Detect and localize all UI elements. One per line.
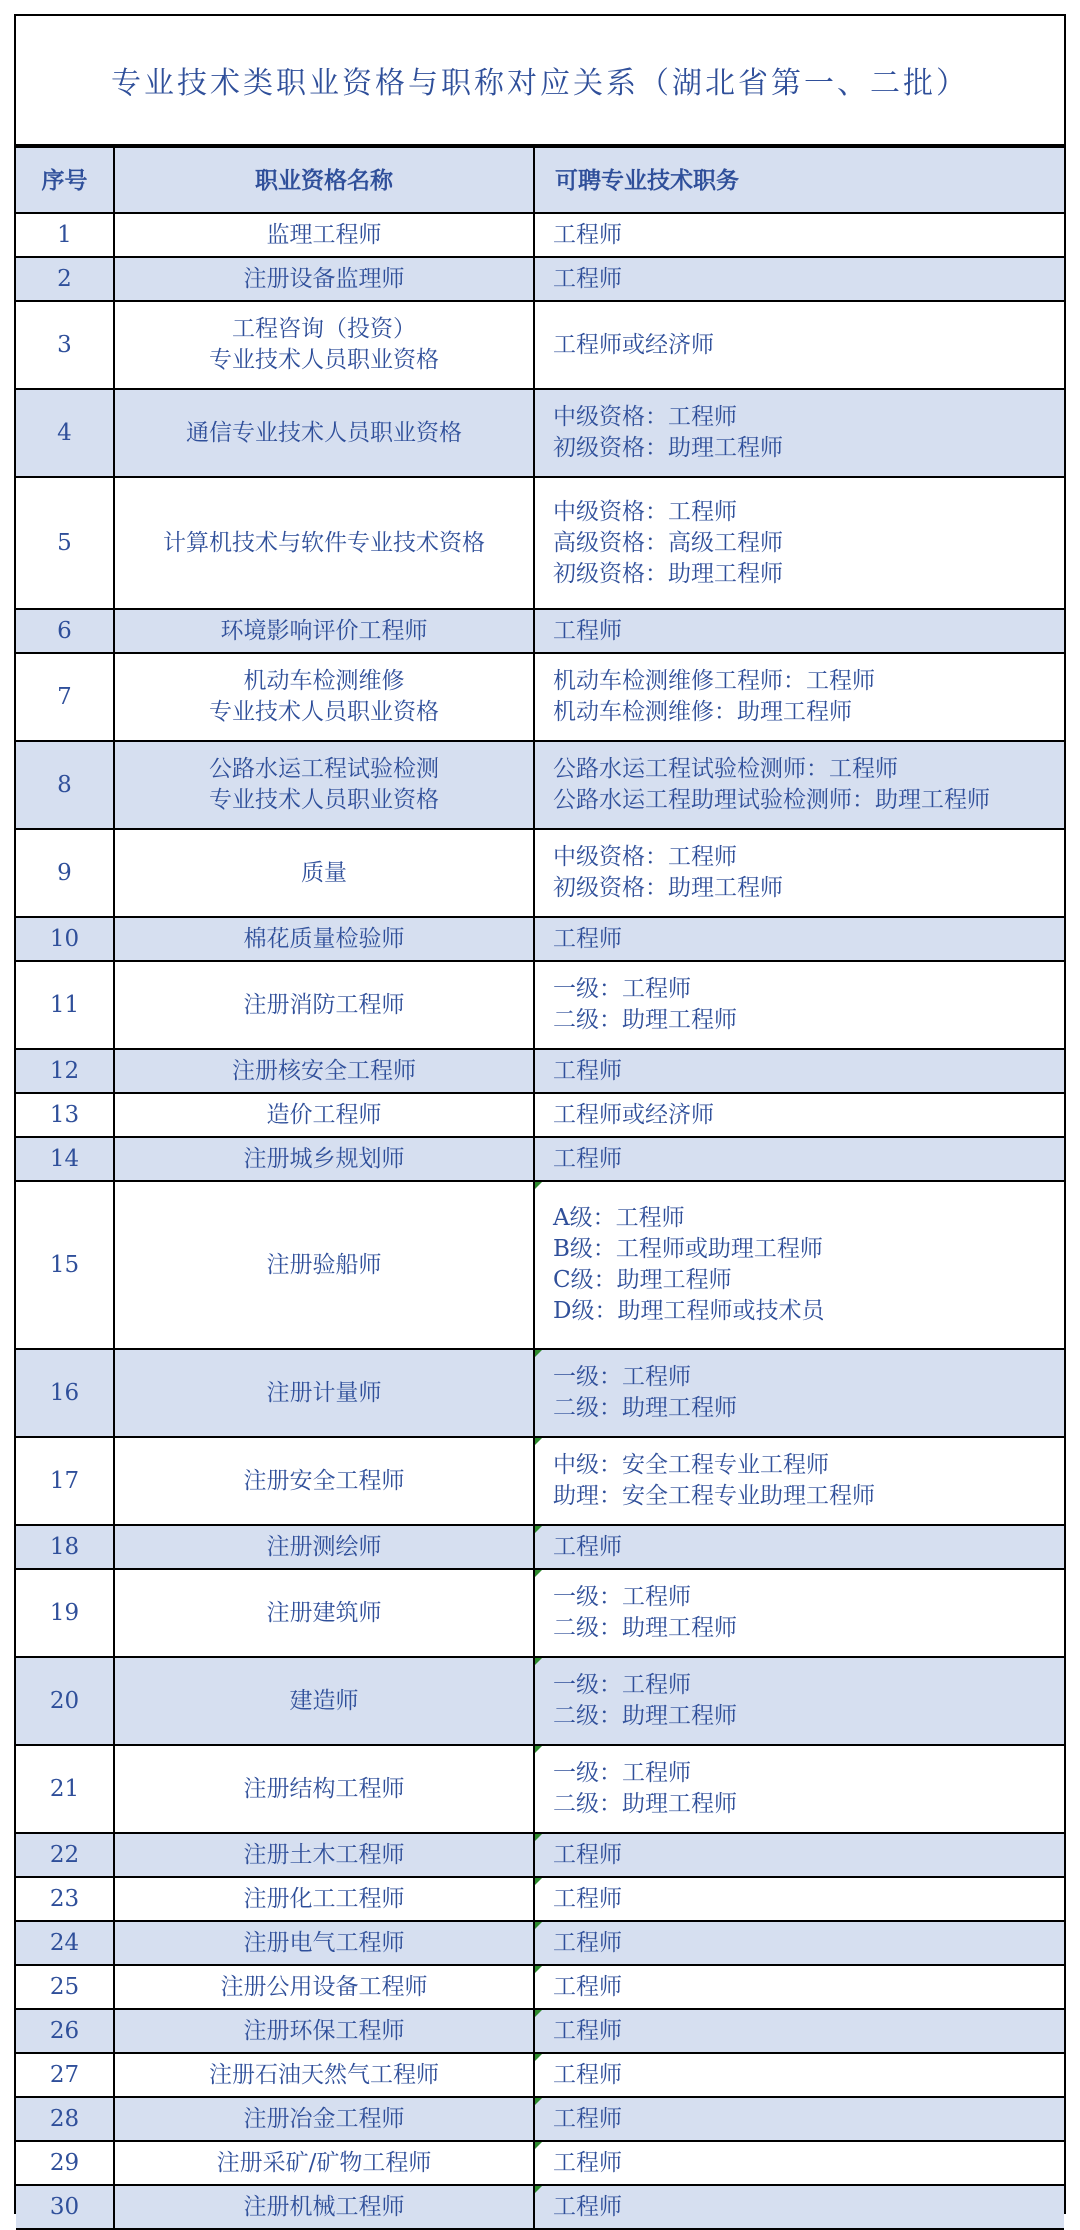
row-technical-title — [534, 609, 1064, 653]
qualification-name-line: 注册冶金工程师 — [243, 2105, 405, 2132]
row-index: 13 — [16, 1093, 114, 1137]
row-technical-title — [534, 1525, 1064, 1569]
row-qualification-name — [114, 917, 534, 961]
row-qualification-name — [114, 2185, 534, 2229]
qualification-name-line: 注册计量师 — [266, 1379, 382, 1406]
technical-title-line: 工程师 — [553, 2105, 622, 2132]
row-technical-title — [534, 477, 1064, 609]
row-qualification-name — [114, 1921, 534, 1965]
technical-title-line: 初级资格：助理工程师 — [553, 560, 783, 587]
technical-title-line: 中级资格：工程师 — [553, 404, 737, 430]
row-index: 9 — [16, 829, 114, 917]
row-technical-title — [534, 741, 1064, 829]
row-technical-title — [534, 389, 1064, 477]
row-qualification-name — [114, 1877, 534, 1921]
row-technical-title — [534, 213, 1064, 257]
technical-title-line: 一级：工程师 — [553, 1364, 691, 1390]
table-row — [16, 1965, 1064, 2009]
qualification-name-line: 造价工程师 — [266, 1101, 382, 1128]
technical-title-line: 工程师或经济师 — [553, 1101, 714, 1128]
table-row — [16, 2053, 1064, 2097]
row-index: 23 — [16, 1877, 114, 1921]
qualification-name-line: 注册电气工程师 — [243, 1929, 405, 1956]
row-index: 7 — [16, 653, 114, 741]
row-qualification-name — [114, 2097, 534, 2141]
row-index: 29 — [16, 2141, 114, 2185]
table-row — [16, 1569, 1064, 1657]
row-qualification-name — [114, 653, 534, 741]
table-row — [16, 2185, 1064, 2229]
row-qualification-name — [114, 213, 534, 257]
qualification-name-line: 注册环保工程师 — [243, 2017, 405, 2044]
page-title: 专业技术类职业资格与职称对应关系（湖北省第一、二批） — [16, 16, 1064, 146]
table-body — [16, 213, 1064, 2229]
row-technical-title — [534, 1745, 1064, 1833]
technical-title-line: 公路水运工程助理试验检测师：助理工程师 — [553, 787, 990, 813]
row-index: 19 — [16, 1569, 114, 1657]
row-index: 10 — [16, 917, 114, 961]
qualification-name-line: 环境影响评价工程师 — [220, 617, 428, 644]
qualification-name-line: 注册核安全工程师 — [232, 1057, 416, 1084]
row-qualification-name — [114, 1745, 534, 1833]
row-index: 27 — [16, 2053, 114, 2097]
row-technical-title — [534, 1965, 1064, 2009]
table-row — [16, 477, 1064, 609]
row-technical-title — [534, 2141, 1064, 2185]
cell-comment-marker-icon — [535, 2142, 542, 2149]
row-index: 12 — [16, 1049, 114, 1093]
qualification-name-line: 棉花质量检验师 — [243, 925, 405, 952]
row-technical-title — [534, 1437, 1064, 1525]
row-technical-title — [534, 1137, 1064, 1181]
technical-title-line: 初级资格：助理工程师 — [553, 435, 783, 461]
technical-title-line: 工程师 — [553, 221, 622, 248]
row-technical-title — [534, 1093, 1064, 1137]
row-technical-title — [534, 1877, 1064, 1921]
technical-title-line: 机动车检测维修：助理工程师 — [553, 699, 852, 725]
technical-title-line: 工程师 — [553, 1929, 622, 1956]
qualification-name-line: 注册消防工程师 — [243, 991, 405, 1018]
row-index: 14 — [16, 1137, 114, 1181]
table-row — [16, 1745, 1064, 1833]
qualification-name-line: 注册采矿/矿物工程师 — [216, 2149, 432, 2176]
table-row — [16, 389, 1064, 477]
technical-title-line: 初级资格：助理工程师 — [553, 875, 783, 901]
row-technical-title — [534, 1049, 1064, 1093]
technical-title-line: 工程师 — [553, 2193, 622, 2220]
technical-title-line: C级：助理工程师 — [553, 1267, 732, 1293]
header-technical-title: 可聘专业技术职务 — [534, 147, 1064, 213]
cell-comment-marker-icon — [535, 1834, 542, 1841]
row-technical-title — [534, 1349, 1064, 1437]
table-row — [16, 1349, 1064, 1437]
row-qualification-name — [114, 1965, 534, 2009]
row-qualification-name — [114, 477, 534, 609]
technical-title-line: 二级：助理工程师 — [553, 1791, 737, 1817]
row-technical-title — [534, 1181, 1064, 1349]
qualification-name-line: 注册公用设备工程师 — [220, 1973, 428, 2000]
qualification-name-line: 公路水运工程试验检测 — [209, 756, 439, 782]
row-technical-title — [534, 917, 1064, 961]
cell-comment-marker-icon — [535, 1746, 542, 1753]
technical-title-line: 工程师 — [553, 2061, 622, 2088]
row-technical-title — [534, 301, 1064, 389]
technical-title-line: 二级：助理工程师 — [553, 1007, 737, 1033]
technical-title-line: 工程师 — [553, 1533, 622, 1560]
row-index: 4 — [16, 389, 114, 477]
row-qualification-name — [114, 2141, 534, 2185]
table-header — [16, 147, 1064, 213]
technical-title-line: 工程师 — [553, 1145, 622, 1172]
row-technical-title — [534, 257, 1064, 301]
row-qualification-name — [114, 1181, 534, 1349]
row-qualification-name — [114, 257, 534, 301]
row-index: 18 — [16, 1525, 114, 1569]
row-technical-title — [534, 1921, 1064, 1965]
row-qualification-name — [114, 1525, 534, 1569]
table-row — [16, 2009, 1064, 2053]
qualification-name-line: 注册设备监理师 — [243, 265, 405, 292]
technical-title-line: 工程师 — [553, 1973, 622, 2000]
technical-title-line: 工程师 — [553, 617, 622, 644]
table-row — [16, 1877, 1064, 1921]
table-row — [16, 2141, 1064, 2185]
row-index: 3 — [16, 301, 114, 389]
qualification-name-line: 建造师 — [289, 1687, 359, 1714]
qualification-name-line: 注册验船师 — [266, 1251, 382, 1278]
row-technical-title — [534, 653, 1064, 741]
cell-comment-marker-icon — [535, 1438, 542, 1445]
row-index: 16 — [16, 1349, 114, 1437]
technical-title-line: 工程师 — [553, 2149, 622, 2176]
row-qualification-name — [114, 609, 534, 653]
cell-comment-marker-icon — [535, 2186, 542, 2193]
table-row — [16, 2097, 1064, 2141]
table-row — [16, 1657, 1064, 1745]
table-row — [16, 1437, 1064, 1525]
row-qualification-name — [114, 829, 534, 917]
row-qualification-name — [114, 389, 534, 477]
row-index: 28 — [16, 2097, 114, 2141]
row-index: 25 — [16, 1965, 114, 2009]
row-technical-title — [534, 2185, 1064, 2229]
cell-comment-marker-icon — [535, 1570, 542, 1577]
table-row — [16, 1049, 1064, 1093]
row-technical-title — [534, 1657, 1064, 1745]
row-technical-title — [534, 2009, 1064, 2053]
row-index: 11 — [16, 961, 114, 1049]
cell-comment-marker-icon — [535, 2054, 542, 2061]
qualification-name-line: 注册测绘师 — [266, 1533, 382, 1560]
cell-comment-marker-icon — [535, 1350, 542, 1357]
qualification-table — [16, 146, 1064, 2230]
table-row — [16, 301, 1064, 389]
technical-title-line: 一级：工程师 — [553, 1760, 691, 1786]
qualification-name-line: 注册安全工程师 — [243, 1467, 405, 1494]
cell-comment-marker-icon — [535, 2098, 542, 2105]
row-qualification-name — [114, 1657, 534, 1745]
table-row — [16, 1181, 1064, 1349]
table-row — [16, 1833, 1064, 1877]
table-row — [16, 1921, 1064, 1965]
header-qualification-name: 职业资格名称 — [114, 147, 534, 213]
table-row — [16, 609, 1064, 653]
row-qualification-name — [114, 1833, 534, 1877]
table-row — [16, 829, 1064, 917]
row-index: 2 — [16, 257, 114, 301]
technical-title-line: 工程师 — [553, 1885, 622, 1912]
technical-title-line: 二级：助理工程师 — [553, 1703, 737, 1729]
cell-comment-marker-icon — [535, 1658, 542, 1665]
qualification-name-line: 注册化工工程师 — [243, 1885, 405, 1912]
row-index: 15 — [16, 1181, 114, 1349]
technical-title-line: D级：助理工程师或技术员 — [553, 1298, 825, 1324]
row-qualification-name — [114, 301, 534, 389]
row-qualification-name — [114, 1137, 534, 1181]
header-row — [16, 147, 1064, 213]
row-technical-title — [534, 2053, 1064, 2097]
row-index: 21 — [16, 1745, 114, 1833]
cell-comment-marker-icon — [535, 1526, 542, 1533]
row-index: 30 — [16, 2185, 114, 2229]
table-row — [16, 1137, 1064, 1181]
table-row — [16, 1093, 1064, 1137]
row-qualification-name — [114, 2009, 534, 2053]
row-qualification-name — [114, 2053, 534, 2097]
technical-title-line: 中级资格：工程师 — [553, 498, 737, 525]
technical-title-line: 高级资格：高级工程师 — [553, 529, 783, 556]
qualification-name-line: 监理工程师 — [266, 221, 382, 248]
technical-title-line: 工程师 — [553, 1057, 622, 1084]
technical-title-line: 机动车检测维修工程师：工程师 — [553, 668, 875, 694]
qualification-name-line: 计算机技术与软件专业技术资格 — [163, 529, 485, 556]
qualification-name-line: 工程咨询（投资） — [232, 316, 416, 342]
header-index: 序号 — [16, 147, 114, 213]
row-technical-title — [534, 1833, 1064, 1877]
technical-title-line: 一级：工程师 — [553, 1584, 691, 1610]
cell-comment-marker-icon — [535, 1966, 542, 1973]
technical-title-line: 二级：助理工程师 — [553, 1615, 737, 1641]
row-qualification-name — [114, 741, 534, 829]
document-frame — [14, 14, 1066, 2220]
qualification-name-line: 专业技术人员职业资格 — [209, 347, 439, 373]
row-qualification-name — [114, 961, 534, 1049]
row-index: 8 — [16, 741, 114, 829]
qualification-name-line: 注册结构工程师 — [243, 1775, 405, 1802]
technical-title-line: 助理：安全工程专业助理工程师 — [553, 1483, 875, 1509]
table-row — [16, 917, 1064, 961]
row-technical-title — [534, 2097, 1064, 2141]
row-technical-title — [534, 1569, 1064, 1657]
row-index: 22 — [16, 1833, 114, 1877]
qualification-name-line: 专业技术人员职业资格 — [209, 699, 439, 725]
cell-comment-marker-icon — [535, 1922, 542, 1929]
technical-title-line: 工程师 — [553, 2017, 622, 2044]
qualification-name-line: 注册建筑师 — [266, 1599, 382, 1626]
row-index: 24 — [16, 1921, 114, 1965]
technical-title-line: 二级：助理工程师 — [553, 1395, 737, 1421]
technical-title-line: 一级：工程师 — [553, 976, 691, 1002]
row-index: 1 — [16, 213, 114, 257]
row-index: 20 — [16, 1657, 114, 1745]
table-row — [16, 653, 1064, 741]
row-index: 5 — [16, 477, 114, 609]
technical-title-line: 工程师 — [553, 265, 622, 292]
technical-title-line: 一级：工程师 — [553, 1672, 691, 1698]
technical-title-line: 公路水运工程试验检测师：工程师 — [553, 756, 898, 782]
technical-title-line: 中级：安全工程专业工程师 — [553, 1452, 829, 1478]
row-index: 6 — [16, 609, 114, 653]
table-row — [16, 213, 1064, 257]
qualification-name-line: 注册石油天然气工程师 — [209, 2061, 439, 2088]
table-row — [16, 961, 1064, 1049]
technical-title-line: B级：工程师或助理工程师 — [553, 1236, 823, 1262]
row-technical-title — [534, 961, 1064, 1049]
cell-comment-marker-icon — [535, 1878, 542, 1885]
technical-title-line: 工程师或经济师 — [553, 331, 714, 358]
row-qualification-name — [114, 1437, 534, 1525]
row-qualification-name — [114, 1049, 534, 1093]
row-qualification-name — [114, 1093, 534, 1137]
table-row — [16, 741, 1064, 829]
row-index: 17 — [16, 1437, 114, 1525]
qualification-name-line: 专业技术人员职业资格 — [209, 787, 439, 813]
qualification-name-line: 注册土木工程师 — [243, 1841, 405, 1868]
table-row — [16, 257, 1064, 301]
qualification-name-line: 通信专业技术人员职业资格 — [186, 419, 462, 446]
row-qualification-name — [114, 1569, 534, 1657]
row-index: 26 — [16, 2009, 114, 2053]
cell-comment-marker-icon — [535, 2010, 542, 2017]
qualification-name-line: 注册机械工程师 — [243, 2193, 405, 2220]
technical-title-line: 工程师 — [553, 1841, 622, 1868]
row-technical-title — [534, 829, 1064, 917]
table-row — [16, 1525, 1064, 1569]
qualification-name-line: 注册城乡规划师 — [243, 1145, 405, 1172]
qualification-name-line: 机动车检测维修 — [243, 668, 405, 694]
row-qualification-name — [114, 1349, 534, 1437]
technical-title-line: A级：工程师 — [553, 1205, 685, 1231]
technical-title-line: 中级资格：工程师 — [553, 844, 737, 870]
technical-title-line: 工程师 — [553, 925, 622, 952]
cell-comment-marker-icon — [535, 1182, 542, 1189]
qualification-name-line: 质量 — [301, 859, 347, 886]
